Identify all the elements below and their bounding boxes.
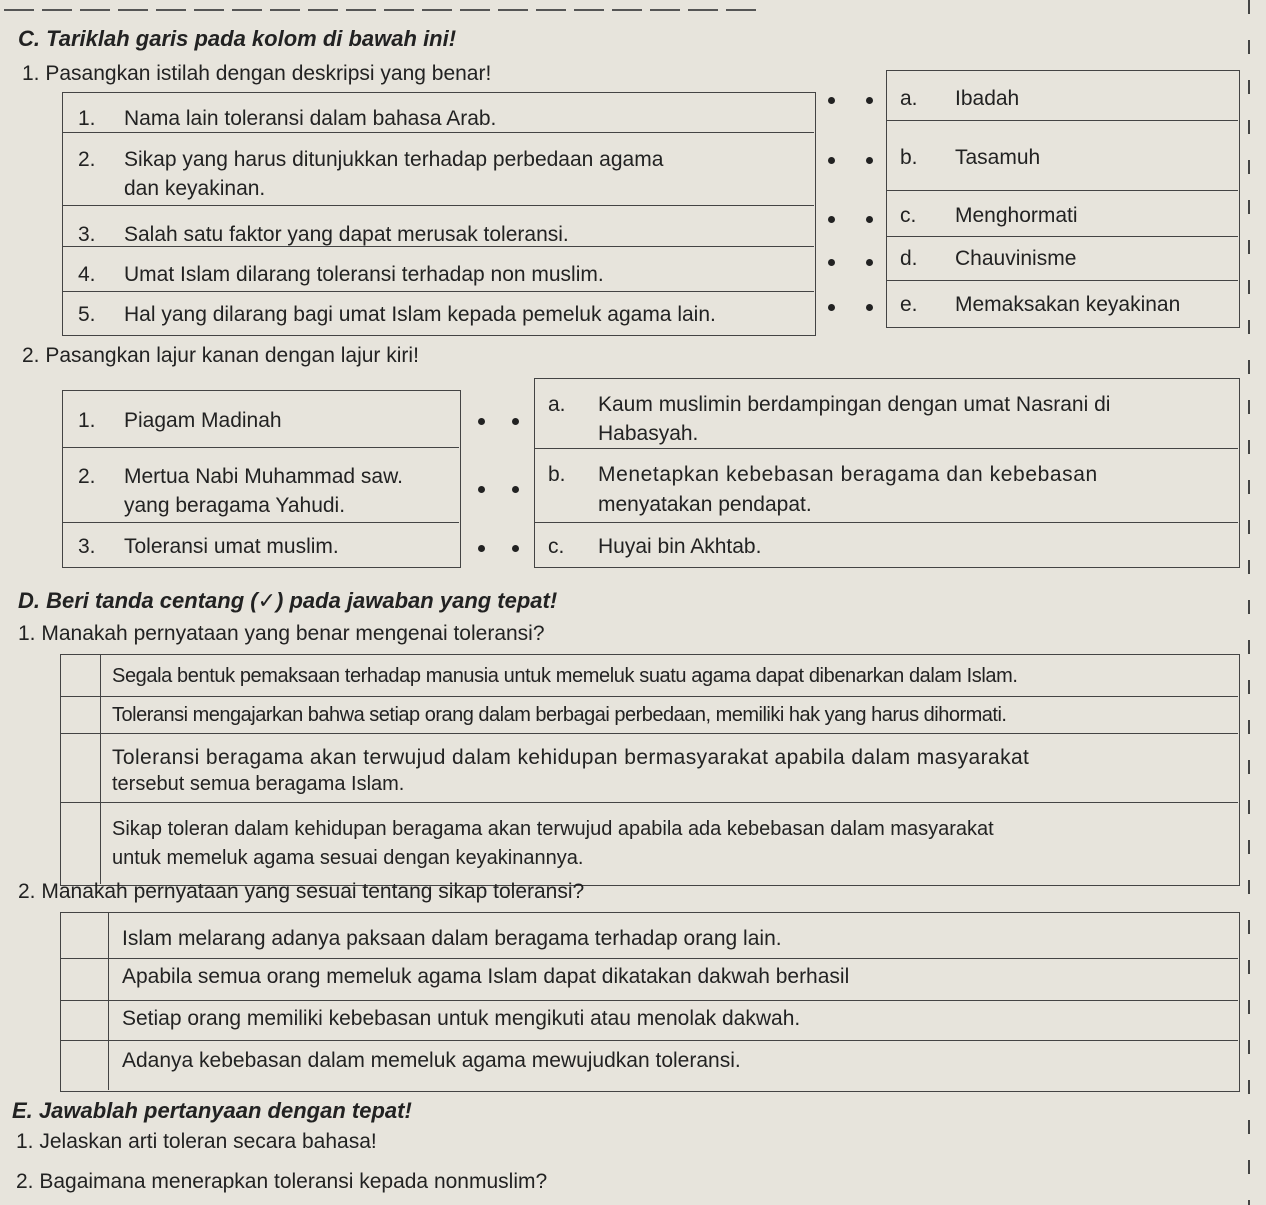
right-dot[interactable] xyxy=(866,216,873,223)
c-q1-left-num: 5. xyxy=(78,303,96,326)
checkbox[interactable] xyxy=(62,1002,108,1040)
c-q1-left-item: Umat Islam dilarang toleransi terhadap non muslim. xyxy=(124,263,604,286)
c-q2-right-item-cont: menyatakan pendapat. xyxy=(598,493,812,516)
checkbox[interactable] xyxy=(62,914,108,958)
c-q1-right-item: Chauvinisme xyxy=(955,247,1077,270)
d-q1-prompt: 1. Manakah pernyataan yang benar mengenai toleransi? xyxy=(18,622,545,645)
d-q1-option: Toleransi beragama akan terwujud dalam kehidupan bermasyarakat apabila dalam masyarakat xyxy=(112,746,1030,769)
c-q2-left-item: Mertua Nabi Muhammad saw. xyxy=(124,465,403,488)
d-q2-option: Islam melarang adanya paksaan dalam beragama terhadap orang lain. xyxy=(122,927,782,950)
d-q2-option: Adanya kebebasan dalam memeluk agama mewujudkan toleransi. xyxy=(122,1049,741,1072)
left-dot[interactable] xyxy=(828,157,835,164)
checkbox[interactable] xyxy=(62,656,100,696)
c-q1-right-letter: e. xyxy=(900,293,918,316)
c-q1-right-item: Ibadah xyxy=(955,87,1020,110)
top-edge-marks xyxy=(0,0,1266,14)
c-q2-right-letter: a. xyxy=(548,393,566,416)
c-q1-right-letter: d. xyxy=(900,247,918,270)
checkbox[interactable] xyxy=(62,960,108,1000)
c-q1-left-item: Salah satu faktor yang dapat merusak toleransi. xyxy=(124,223,569,246)
c-q1-left-num: 4. xyxy=(78,263,96,286)
d-q2-option: Apabila semua orang memeluk agama Islam dapat dikatakan dakwah berhasil xyxy=(122,965,850,988)
c-q1-right-item: Memaksakan keyakinan xyxy=(955,293,1181,316)
left-dot[interactable] xyxy=(478,545,485,552)
c-q1-right-item: Tasamuh xyxy=(955,146,1041,169)
c-q2-left-num: 3. xyxy=(78,535,96,558)
c-q2-prompt: 2. Pasangkan lajur kanan dengan lajur kiri! xyxy=(22,344,419,367)
c-q1-left-num: 3. xyxy=(78,223,96,246)
e-question: 1. Jelaskan arti toleran secara bahasa! xyxy=(16,1130,377,1153)
c-q1-right-letter: b. xyxy=(900,146,918,169)
c-q1-left-num: 1. xyxy=(78,107,96,130)
d-q1-option: Segala bentuk pemaksaan terhadap manusia untuk memeluk suatu agama dapat dibenarkan dalam Islam. xyxy=(112,665,1018,687)
left-dot[interactable] xyxy=(828,216,835,223)
c-q2-right-item: Huyai bin Akhtab. xyxy=(598,535,762,558)
section-c-heading: C. Tariklah garis pada kolom di bawah ini! xyxy=(18,26,457,51)
checkbox[interactable] xyxy=(62,735,100,802)
c-q2-right-item: Kaum muslimin berdampingan dengan umat Nasrani di xyxy=(598,393,1111,416)
d-q2-prompt: 2. Manakah pernyataan yang sesuai tentang sikap toleransi? xyxy=(18,880,585,903)
c-q2-left-item-cont: yang beragama Yahudi. xyxy=(124,494,346,517)
left-dot[interactable] xyxy=(478,418,485,425)
page-edge xyxy=(1248,0,1250,1205)
d-q1-option-cont: untuk memeluk agama sesuai dengan keyakinannya. xyxy=(112,847,584,869)
c-q1-left-item: Sikap yang harus ditunjukkan terhadap perbedaan agama xyxy=(124,148,664,171)
d-q2-option: Setiap orang memiliki kebebasan untuk mengikuti atau menolak dakwah. xyxy=(122,1007,801,1030)
c-q2-left-item: Toleransi umat muslim. xyxy=(124,535,339,558)
c-q2-right-item: Menetapkan kebebasan beragama dan kebebasan xyxy=(598,463,1098,486)
section-d-heading: D. Beri tanda centang (✓) pada jawaban yang tepat! xyxy=(18,588,558,613)
c-q2-left-item: Piagam Madinah xyxy=(124,409,282,432)
c-q1-prompt: 1. Pasangkan istilah dengan deskripsi yang benar! xyxy=(22,62,492,85)
left-dot[interactable] xyxy=(828,304,835,311)
right-dot[interactable] xyxy=(866,259,873,266)
c-q1-right-letter: c. xyxy=(900,204,917,227)
section-e-heading: E. Jawablah pertanyaan dengan tepat! xyxy=(12,1098,412,1123)
left-dot[interactable] xyxy=(828,259,835,266)
d-q1-option-cont: tersebut semua beragama Islam. xyxy=(112,773,405,795)
c-q1-left-num: 2. xyxy=(78,148,96,171)
right-dot[interactable] xyxy=(512,418,519,425)
left-dot[interactable] xyxy=(828,97,835,104)
d-q1-option: Sikap toleran dalam kehidupan beragama akan terwujud apabila ada kebebasan dalam masyarakat xyxy=(112,818,994,840)
c-q1-left-item: Nama lain toleransi dalam bahasa Arab. xyxy=(124,107,497,130)
c-q2-left-num: 1. xyxy=(78,409,96,432)
checkbox[interactable] xyxy=(62,804,100,884)
c-q2-right-letter: b. xyxy=(548,463,566,486)
right-dot[interactable] xyxy=(512,545,519,552)
c-q1-right-item: Menghormati xyxy=(955,204,1078,227)
c-q1-left-item-cont: dan keyakinan. xyxy=(124,177,266,200)
left-dot[interactable] xyxy=(478,486,485,493)
c-q2-left-num: 2. xyxy=(78,465,96,488)
checkbox[interactable] xyxy=(62,698,100,733)
right-dot[interactable] xyxy=(866,97,873,104)
c-q1-left-item: Hal yang dilarang bagi umat Islam kepada pemeluk agama lain. xyxy=(124,303,716,326)
c-q1-right-letter: a. xyxy=(900,87,918,110)
e-question: 2. Bagaimana menerapkan toleransi kepada nonmuslim? xyxy=(16,1170,548,1193)
c-q2-right-item-cont: Habasyah. xyxy=(598,422,699,445)
right-dot[interactable] xyxy=(512,486,519,493)
d-q1-option: Toleransi mengajarkan bahwa setiap orang dalam berbagai perbedaan, memiliki hak yang harus dihormati. xyxy=(112,704,1007,726)
right-dot[interactable] xyxy=(866,157,873,164)
right-dot[interactable] xyxy=(866,304,873,311)
c-q2-right-letter: c. xyxy=(548,535,565,558)
checkbox[interactable] xyxy=(62,1042,108,1088)
